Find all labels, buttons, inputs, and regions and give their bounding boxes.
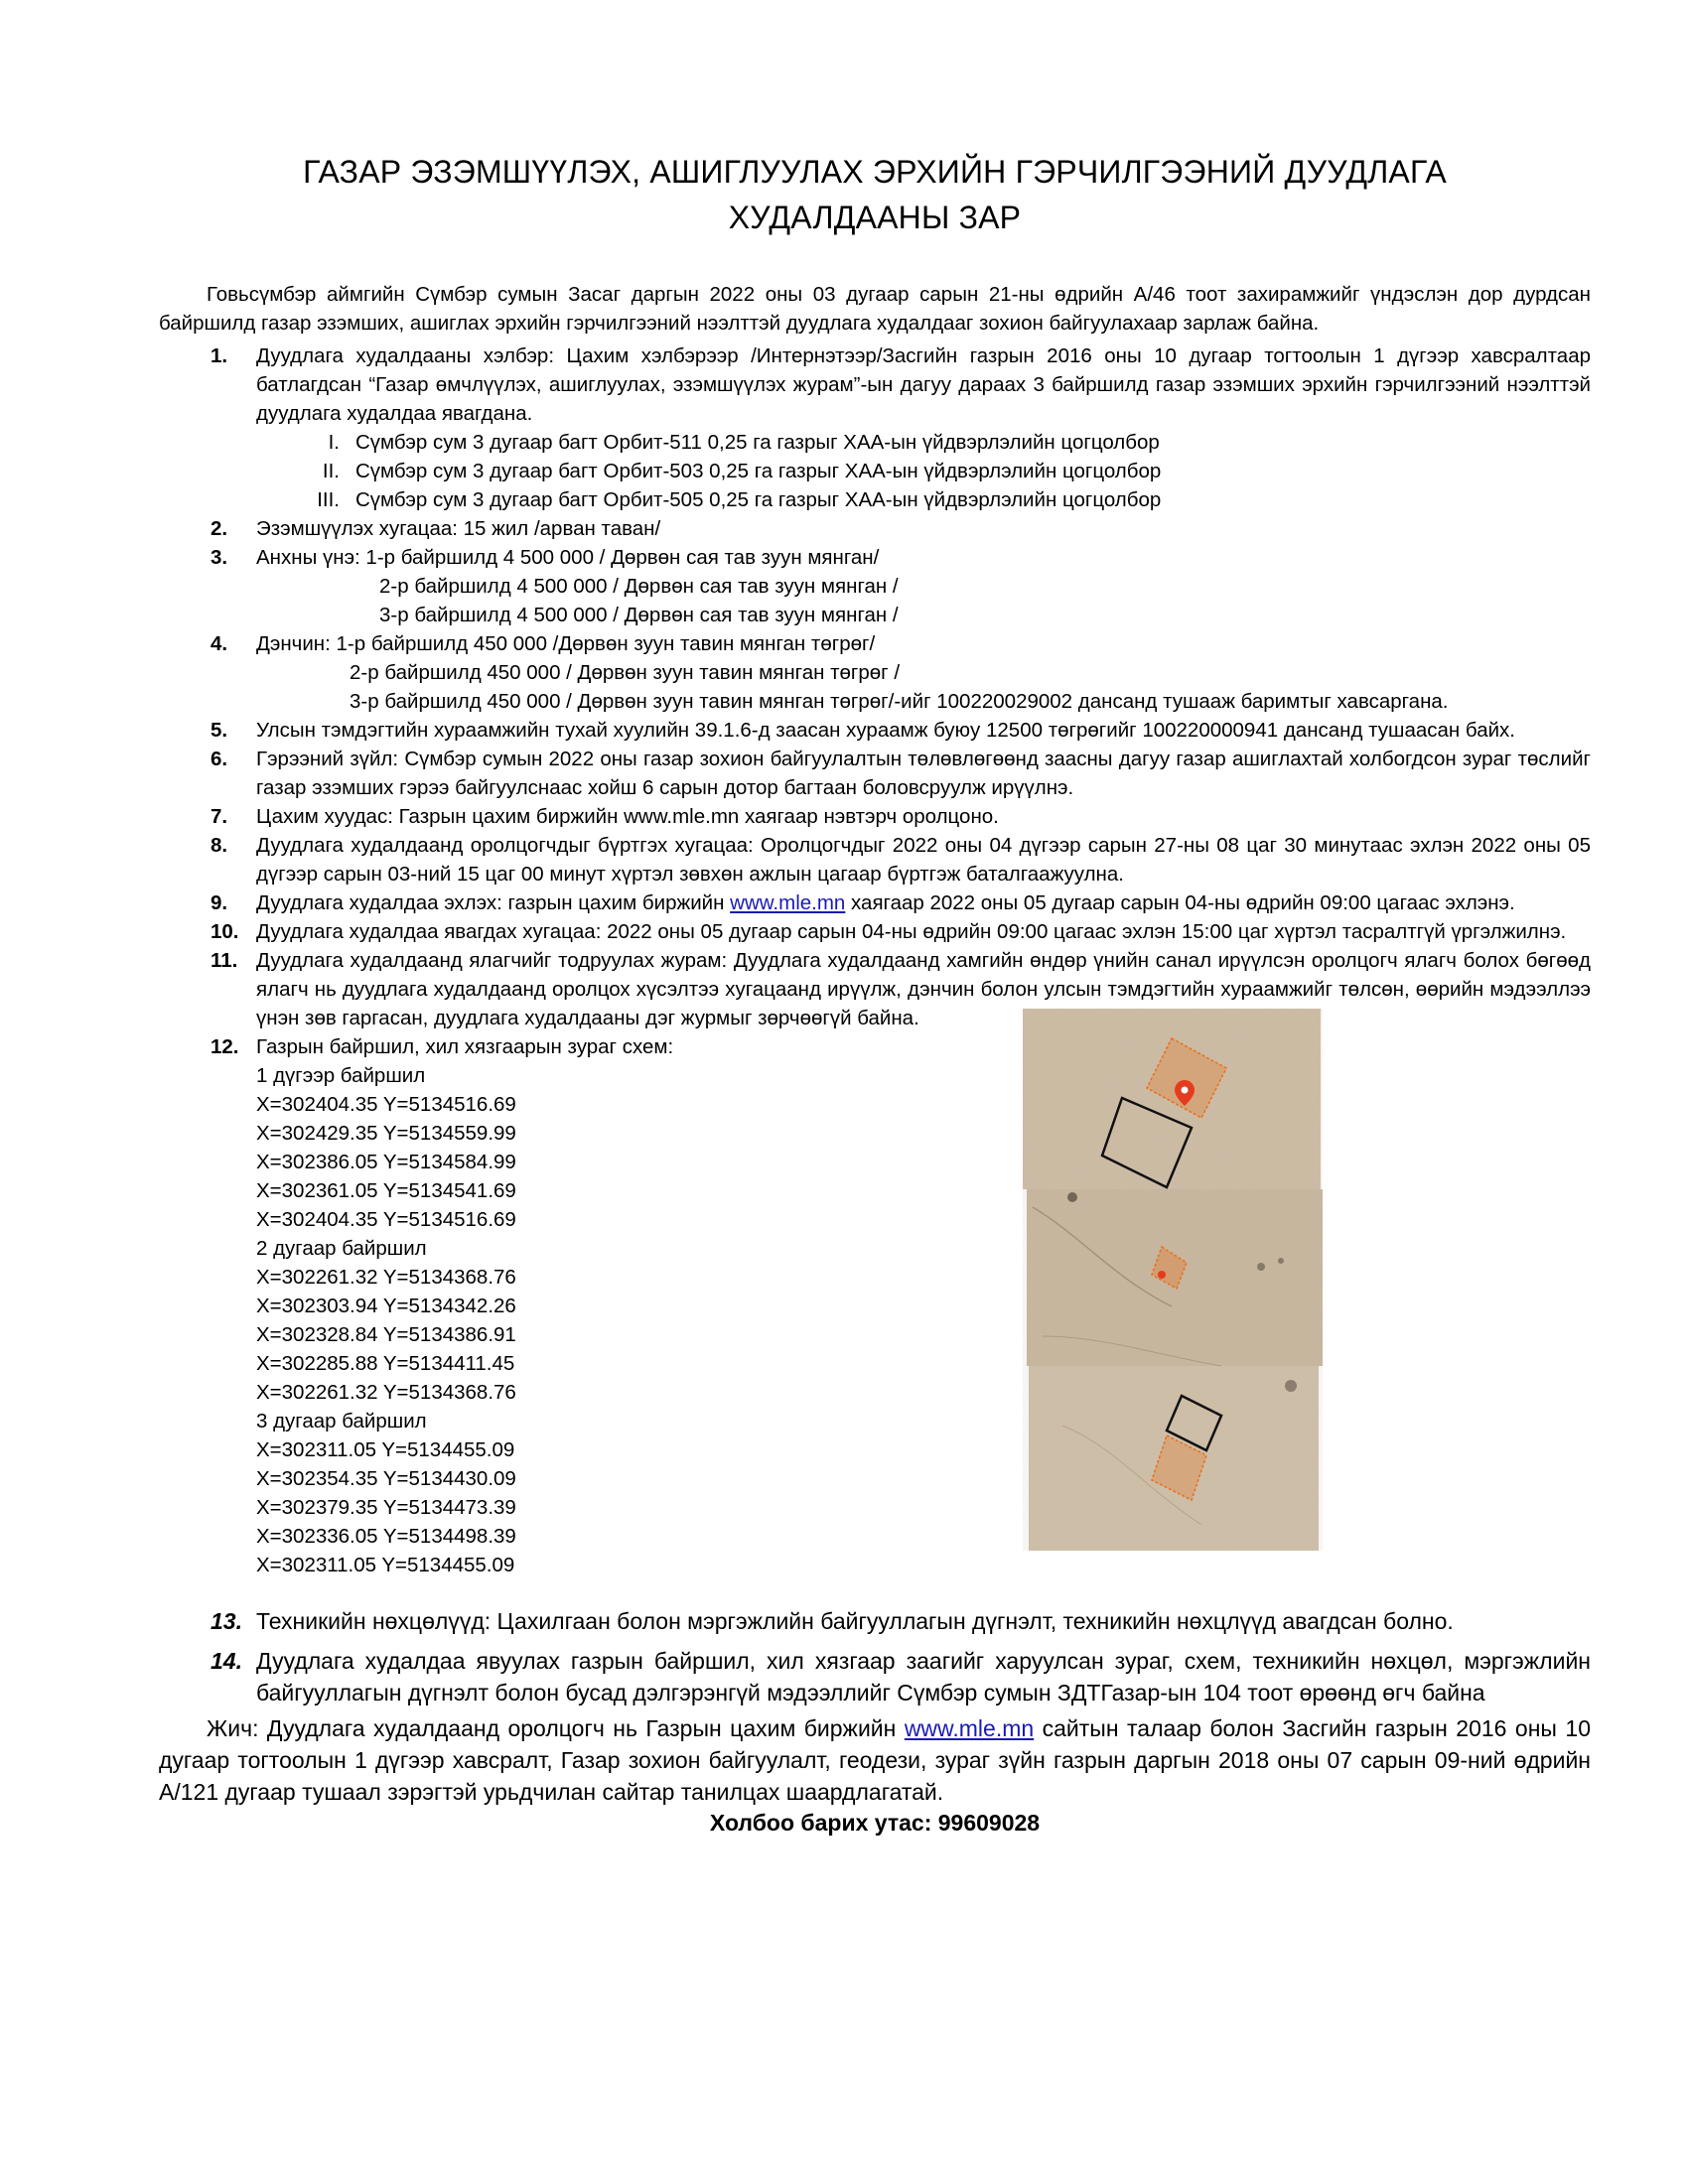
coordinate: X=302311.05 Y=5134455.09 [256, 1438, 515, 1461]
item-text: Улсын тэмдэгтийн хураамжийн тухай хуулийн 39.1.6-д заасан хураамж буюу 12500 төгрөгийг 100220000941 дансанд тушаасан байх. [256, 719, 1515, 742]
coordinate: X=302404.35 Y=5134516.69 [256, 1208, 516, 1231]
coordinate: X=302311.05 Y=5134455.09 [256, 1554, 515, 1576]
deposit-line-2: 2-р байршилд 450 000 / Дөрвөн зуун тавин мянган төгрөг / [350, 661, 901, 684]
list-item-14 [159, 1645, 1591, 1708]
location-text: Сүмбэр сум 3 дугаар багт Орбит-511 0,25 га газрыг ХАА-ын үйдвэрлэлийн цогцолбор [355, 431, 1160, 454]
coordinate: X=302303.94 Y=5134342.26 [256, 1295, 516, 1317]
location-group-1 [256, 1061, 1591, 1234]
item-number: 5. [211, 719, 228, 742]
item-number: 11. [211, 949, 238, 972]
coordinate: X=302429.35 Y=5134559.99 [256, 1122, 516, 1145]
item-text-pre: Дуудлага худалдаа эхлэх: газрын цахим биржийн [256, 891, 731, 914]
satellite-map-scheme [1023, 1009, 1323, 1551]
list-item-4 [159, 629, 1591, 716]
item-text: Дуудлага худалдаа явуулах газрын байршил, хил хязгаар заагийг харуулсан зураг, схем, техникийн нөхцөл, мэргэжлийн байгууллагын дүгнэлт болон бусад дэлгэрэнгүй мэдээллийг Сүмбэр сумын ЗДТГазар-ын 104 тоот өрөөнд өгч байна [256, 1648, 1591, 1706]
announcement-list [159, 341, 1591, 1708]
list-item-12 [159, 1032, 1591, 1579]
note-text-post: сайтын талаар болон Засгийн газрын 2016 оны 10 дугаар тогтоолын 1 дүгээр хавсралт, Газар зохион байгуулалт, геодези, зураг зүйн газрын даргын 2018 оны 07 сарын 09-ний өдрийн А/121 дугаар тушаал зэрэгтэй урьдчилан сайтар танилцах шаардлагатай. [159, 1715, 1591, 1805]
deposit-line-1: Дэнчин: 1-р байршилд 450 000 /Дөрвөн зуун тавин мянган төгрөг/ [256, 632, 876, 655]
coordinate: X=302336.05 Y=5134498.39 [256, 1525, 516, 1548]
item-number: 10. [211, 920, 239, 943]
location-1 [159, 428, 1591, 457]
coordinate: X=302361.05 Y=5134541.69 [256, 1179, 516, 1202]
roman-numeral: II. [322, 460, 340, 482]
item-number: 8. [211, 834, 228, 857]
item-text: Цахим хуудас: Газрын цахим биржийн www.mle.mn хаягаар нэвтэрч оролцоно. [256, 805, 999, 828]
item-text: Дуудлага худалдаанд оролцогчдыг бүртгэх хугацаа: Оролцогчдыг 2022 оны 04 дүгээр сарын 27-ны 08 цаг 30 минутаас эхлэн 2022 оны 05 дүгээр сарын 03-ний 15 цаг 00 минут хүртэл зөвхөн ажлын цагаар бүртгэж баталгаажуулна. [256, 834, 1591, 886]
location-text: Сүмбэр сум 3 дугаар багт Орбит-503 0,25 га газрыг ХАА-ын үйдвэрлэлийн цогцолбор [355, 460, 1162, 482]
item-number: 3. [211, 546, 228, 569]
item-text: Дуудлага худалдаанд ялагчийг тодруулах журам: Дуудлага худалдаанд хамгийн өндөр үнийн санал ирүүлсэн оролцогч ялагч болох бөгөөд ялагч нь дуудлага худалдаанд оролцох хүсэлтээ хугацаанд ирүүлж, дэнчин болон улсын тэмдэгтийн хураамжийг төлсөн, өөрийн мэдээллээ үнэн зөв гаргасан, дуудлага худалдааны дэг журмыг зөрчөөгүй байна. [256, 949, 1591, 1029]
location-group-3 [256, 1407, 1591, 1579]
coordinate: X=302261.32 Y=5134368.76 [256, 1266, 516, 1289]
roman-numeral: I. [328, 431, 340, 454]
list-item-11 [159, 946, 1591, 1032]
list-item-6 [159, 745, 1591, 802]
list-item-10 [159, 917, 1591, 946]
note-paragraph [159, 1712, 1591, 1808]
roman-numeral: III. [317, 488, 340, 511]
note-text-pre: Жич: Дуудлага худалдаанд оролцогч нь Газрын цахим биржийн [207, 1715, 905, 1741]
coordinate: X=302285.88 Y=5134411.45 [256, 1352, 515, 1375]
item-number: 14. [211, 1648, 242, 1674]
initial-price-line-3: 3-р байршилд 4 500 000 / Дөрвөн сая тав зуун мянган / [379, 604, 899, 626]
item-text: Дуудлага худалдаа явагдах хугацаа: 2022 оны 05 дугаар сарын 04-ны өдрийн 09:00 цагаас эхлэн 15:00 цаг хүртэл тасралтгүй үргэлжилнэ. [256, 920, 1567, 943]
item-number: 7. [211, 805, 228, 828]
location-group-2 [256, 1234, 1591, 1407]
satellite-map-image [1023, 1009, 1323, 1551]
item-text: Техникийн нөхцөлүүд: Цахилгаан болон мэргэжлийн байгууллагын дүгнэлт, техникийн нөхцлүүд авагдсан болно. [256, 1608, 1454, 1634]
initial-price-line-2: 2-р байршилд 4 500 000 / Дөрвөн сая тав зуун мянган / [379, 575, 899, 598]
page-title: ГАЗАР ЭЗЭМШҮҮЛЭХ, АШИГЛУУЛАХ ЭРХИЙН ГЭРЧИЛГЭЭНИЙ ДУУДЛАГА ХУДАЛДААНЫ ЗАР [303, 154, 1447, 235]
list-item-7 [159, 802, 1591, 831]
coordinate: X=302379.35 Y=5134473.39 [256, 1496, 516, 1519]
item-text: Гэрээний зүйл: Сүмбэр сумын 2022 оны газар зохион байгуулалтын төлөвлөгөөнд заасны дагуу газар ашиглахтай холбогдсон зураг төслийг газар эзэмших гэрээ байгуулснаас хойш 6 сарын дотор багтаан боловсруулж ирүүлнэ. [256, 748, 1591, 799]
item-text: Эзэмшүүлэх хугацаа: 15 жил /арван таван/ [256, 517, 661, 540]
item-number: 6. [211, 748, 228, 770]
contact-phone: Холбоо барих утас: 99609028 [709, 1810, 1041, 1836]
location-3 [159, 485, 1591, 514]
group-label: 1 дүгээр байршил [256, 1064, 426, 1087]
deposit-line-3: 3-р байршилд 450 000 / Дөрвөн зуун тавин мянган төгрөг/-ийг 100220029002 дансанд тушааж баримтыг хавсаргана. [350, 690, 1449, 713]
mle-link[interactable]: www.mle.mn [904, 1715, 1035, 1741]
group-label: 3 дугаар байршил [256, 1410, 427, 1433]
location-text: Сүмбэр сум 3 дугаар багт Орбит-505 0,25 га газрыг ХАА-ын үйдвэрлэлийн цогцолбор [355, 488, 1162, 511]
item-number: 2. [211, 517, 228, 540]
coordinate: X=302261.32 Y=5134368.76 [256, 1381, 516, 1404]
item-number: 4. [211, 632, 228, 655]
mle-link[interactable]: www.mle.mn [730, 891, 846, 914]
item-number: 1. [211, 344, 228, 367]
location-2 [159, 457, 1591, 485]
item-number: 13. [211, 1608, 242, 1634]
group-label: 2 дугаар байршил [256, 1237, 427, 1260]
list-item-2 [159, 514, 1591, 543]
initial-price-line-1: Анхны үнэ: 1-р байршилд 4 500 000 / Дөрвөн сая тав зуун мянган/ [256, 546, 880, 569]
list-item-5 [159, 716, 1591, 745]
item-text-post: хаягаар 2022 оны 05 дугаар сарын 04-ны өдрийн 09:00 цагаас эхлэнэ. [845, 891, 1515, 914]
list-item-1 [159, 341, 1591, 428]
item-text: Газрын байршил, хил хязгаарын зураг схем: [256, 1035, 674, 1058]
list-item-8 [159, 831, 1591, 888]
coordinate: X=302354.35 Y=5134430.09 [256, 1467, 516, 1490]
list-item-3 [159, 543, 1591, 629]
coordinate: X=302404.35 Y=5134516.69 [256, 1093, 516, 1116]
list-item-9 [159, 888, 1591, 917]
item-text: Дуудлага худалдааны хэлбэр: Цахим хэлбэрээр /Интернэтээр/Засгийн газрын 2016 оны 10 дугаар тогтоолын 1 дүгээр хавсралтаар батлагдсан “Газар өмчлүүлэх, ашиглуулах, эзэмшүүлэх журам”-ын дагуу дараах 3 байршилд газар эзэмших эрхийн гэрчилгээний нээлттэй дуудлага худалдаа явагдана. [256, 344, 1591, 425]
document-page [159, 149, 1591, 1837]
item-number: 9. [211, 891, 228, 914]
coordinate: X=302386.05 Y=5134584.99 [256, 1151, 516, 1173]
intro-paragraph: Говьсүмбэр аймгийн Сүмбэр сумын Засаг даргын 2022 оны 03 дугаар сарын 21-ны өдрийн А/46 тоот захирамжийг үндэслэн дор дурдсан байршилд газар эзэмших, ашиглах эрхийн гэрчилгээний нээлттэй дуудлага худалдааг зохион байгуулахаар зарлаж байна. [159, 283, 1591, 335]
list-item-13 [159, 1605, 1591, 1637]
coordinate: X=302328.84 Y=5134386.91 [256, 1323, 516, 1346]
item-number: 12. [211, 1035, 239, 1058]
